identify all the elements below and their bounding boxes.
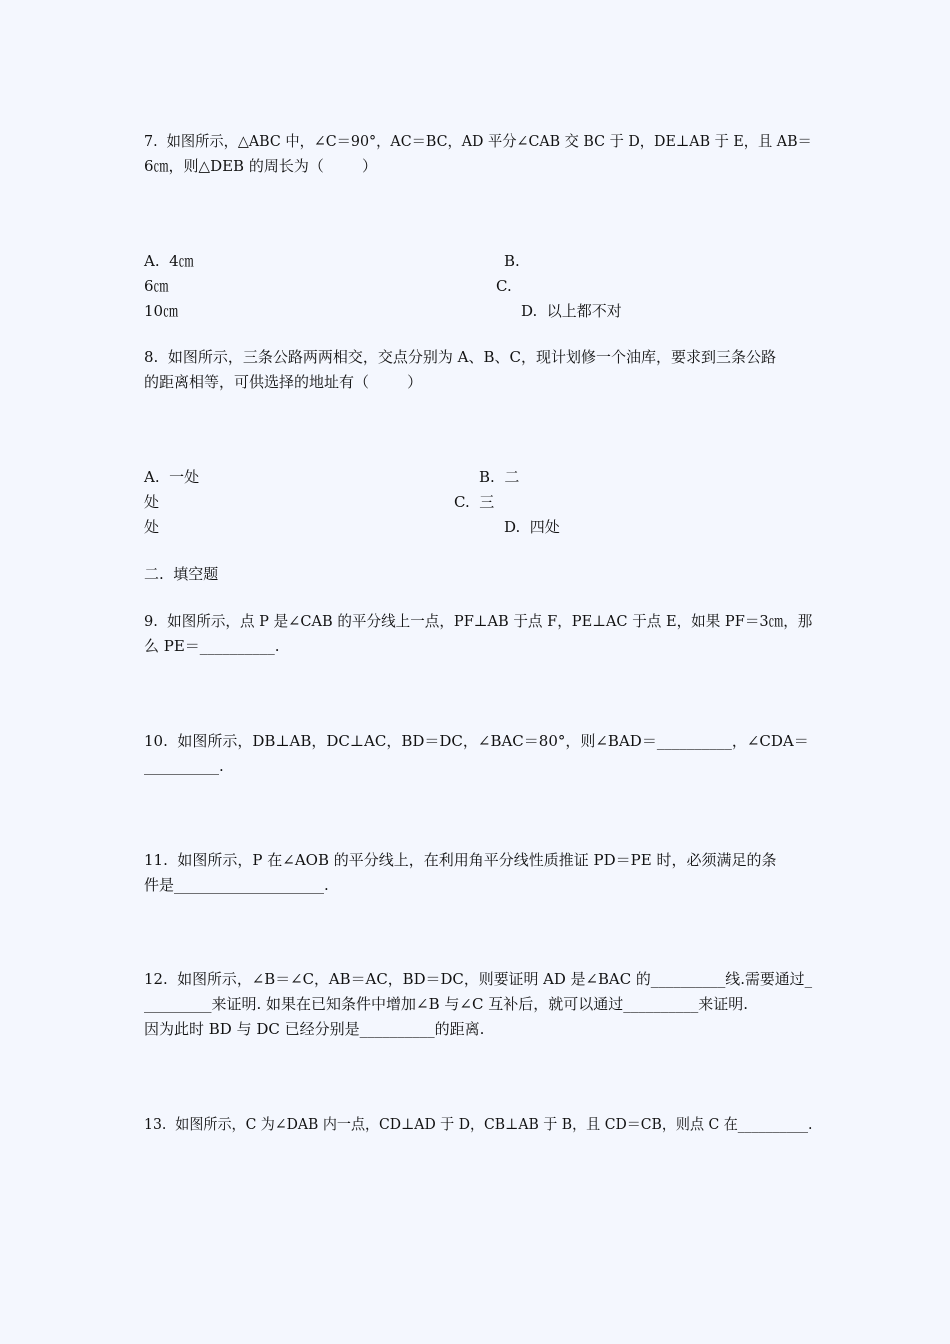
- q8-option-c: C. 三: [454, 493, 495, 511]
- q8-option-a: A. 一处: [144, 468, 200, 486]
- q9-line-2: 么 PE＝__________.: [144, 637, 280, 655]
- q12-line-1: 12. 如图所示，∠B＝∠C，AB＝AC，BD＝DC，则要证明 AD 是∠BAC 的__________线.需要通过_: [144, 970, 813, 988]
- q12-line-2: _________来证明. 如果在已知条件中增加∠B 与∠C 互补后，就可以通过__________来证明.: [144, 995, 748, 1013]
- q8-line-2: 的距离相等，可供选择的地址有（ ）: [144, 373, 423, 391]
- q7-option-c: C.: [496, 277, 512, 295]
- q10-line-2: __________.: [144, 757, 224, 775]
- q11-line-1: 11. 如图所示，P 在∠AOB 的平分线上，在利用角平分线性质推证 PD＝PE 时，必须满足的条: [144, 851, 777, 869]
- q13-line-1: 13. 如图所示，C 为∠DAB 内一点，CD⊥AD 于 D，CB⊥AB 于 B，且 CD＝CB，则点 C 在__________.: [144, 1115, 813, 1133]
- q7-line-2: 6㎝，则△DEB 的周长为（ ）: [144, 157, 377, 175]
- q8-option-c-cont: 处: [144, 518, 160, 536]
- q12-line-3: 因为此时 BD 与 DC 已经分别是__________的距离.: [144, 1020, 485, 1038]
- q7-option-b-value: 6㎝: [144, 277, 169, 295]
- q7-option-c-value: 10㎝: [144, 302, 179, 320]
- section-heading-fill-in: 二. 填空题: [144, 565, 219, 583]
- q10-line-1: 10. 如图所示，DB⊥AB，DC⊥AC，BD＝DC，∠BAC＝80°，则∠BAD＝__________，∠CDA＝: [144, 732, 809, 750]
- q8-option-b-cont: 处: [144, 493, 160, 511]
- q7-option-a: A. 4㎝: [144, 252, 194, 270]
- q7-option-b: B.: [504, 252, 520, 270]
- q7-line-1: 7. 如图所示，△ABC 中，∠C＝90°，AC＝BC，AD 平分∠CAB 交 BC 于 D，DE⊥AB 于 E，且 AB＝: [144, 132, 812, 150]
- q8-option-d: D. 四处: [504, 518, 560, 536]
- q8-line-1: 8. 如图所示，三条公路两两相交，交点分别为 A、B、C，现计划修一个油库，要求到三条公路: [144, 348, 776, 366]
- q11-line-2: 件是____________________.: [144, 876, 329, 894]
- q8-option-b: B. 二: [479, 468, 520, 486]
- q9-line-1: 9. 如图所示，点 P 是∠CAB 的平分线上一点，PF⊥AB 于点 F，PE⊥AC 于点 E，如果 PF＝3㎝，那: [144, 612, 813, 630]
- q7-option-d: D. 以上都不对: [521, 302, 622, 320]
